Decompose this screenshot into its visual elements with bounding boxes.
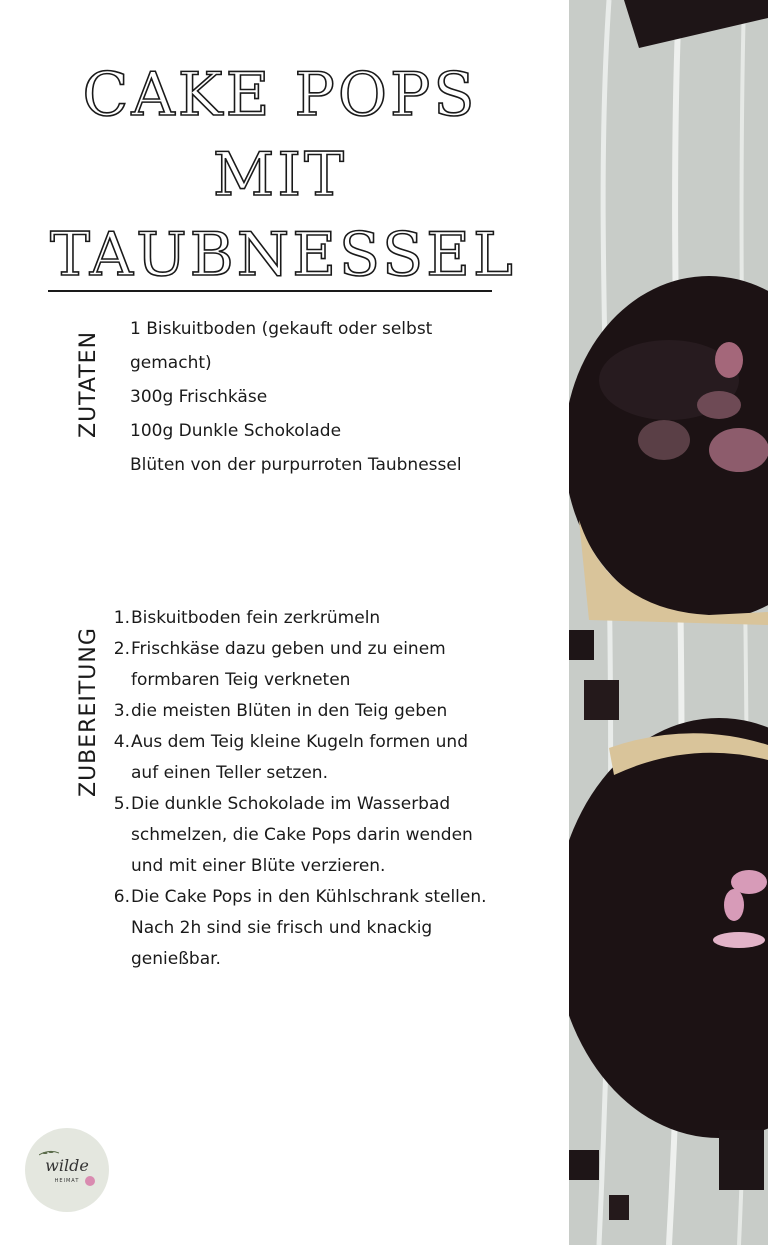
cake-pops-photo: [569, 0, 768, 1245]
step-line: Nach 2h sind sie frisch und knackig: [131, 918, 433, 938]
flower-icon: [85, 1176, 95, 1186]
ingredient-line: gemacht): [130, 353, 212, 373]
step-line: auf einen Teller setzen.: [131, 763, 328, 783]
recipe-title: [50, 55, 516, 295]
ingredient-line: 100g Dunkle Schokolade: [130, 421, 342, 441]
title-line-1: CAKE POPS: [82, 60, 478, 130]
step-number: 5.: [113, 794, 130, 814]
step-number: 1.: [113, 608, 130, 628]
ingredient-line: Blüten von der purpurroten Taubnessel: [130, 455, 462, 475]
step-line: die meisten Blüten in den Teig geben: [131, 701, 448, 721]
steps-label: ZUBEREITUNG: [76, 627, 101, 797]
title-line-2: MIT: [212, 140, 348, 210]
step-item: [106, 727, 516, 789]
step-line: genießbar.: [131, 949, 221, 969]
brand-logo: [25, 1128, 109, 1212]
step-text: [131, 603, 516, 634]
title-line-3: TAUBNESSEL: [50, 220, 516, 290]
step-line: Biskuitboden fein zerkrümeln: [131, 608, 381, 628]
step-item: [106, 696, 516, 727]
step-item: [106, 789, 516, 882]
step-text: [131, 727, 516, 789]
step-item: [106, 882, 516, 975]
logo-script-text: wilde: [45, 1156, 89, 1175]
step-line: schmelzen, die Cake Pops darin wenden: [131, 825, 473, 845]
step-number: 3.: [113, 701, 130, 721]
step-line: Die dunkle Schokolade im Wasserbad: [131, 794, 451, 814]
step-line: und mit einer Blüte verzieren.: [131, 856, 386, 876]
title-divider: [48, 290, 492, 292]
step-line: Frischkäse dazu geben und zu einem: [131, 639, 446, 659]
logo-small-text: HEIMAT: [54, 1178, 80, 1184]
step-item: [106, 634, 516, 696]
step-item: [106, 603, 516, 634]
step-text: [131, 634, 516, 696]
ingredient-line: 1 Biskuitboden (gekauft oder selbst: [130, 319, 433, 339]
step-line: Aus dem Teig kleine Kugeln formen und: [131, 732, 468, 752]
step-text: [131, 696, 516, 727]
step-line: Die Cake Pops in den Kühlschrank stellen.: [131, 887, 487, 907]
ingredients-label: ZUTATEN: [76, 330, 101, 438]
ingredient-line: 300g Frischkäse: [130, 387, 268, 407]
step-line: formbaren Teig verkneten: [131, 670, 351, 690]
step-number: 4.: [113, 732, 130, 752]
step-text: [131, 882, 516, 975]
step-text: [131, 789, 516, 882]
ingredients-list: [130, 312, 510, 482]
step-number: 6.: [113, 887, 130, 907]
step-number: 2.: [113, 639, 130, 659]
steps-list: [106, 603, 516, 975]
